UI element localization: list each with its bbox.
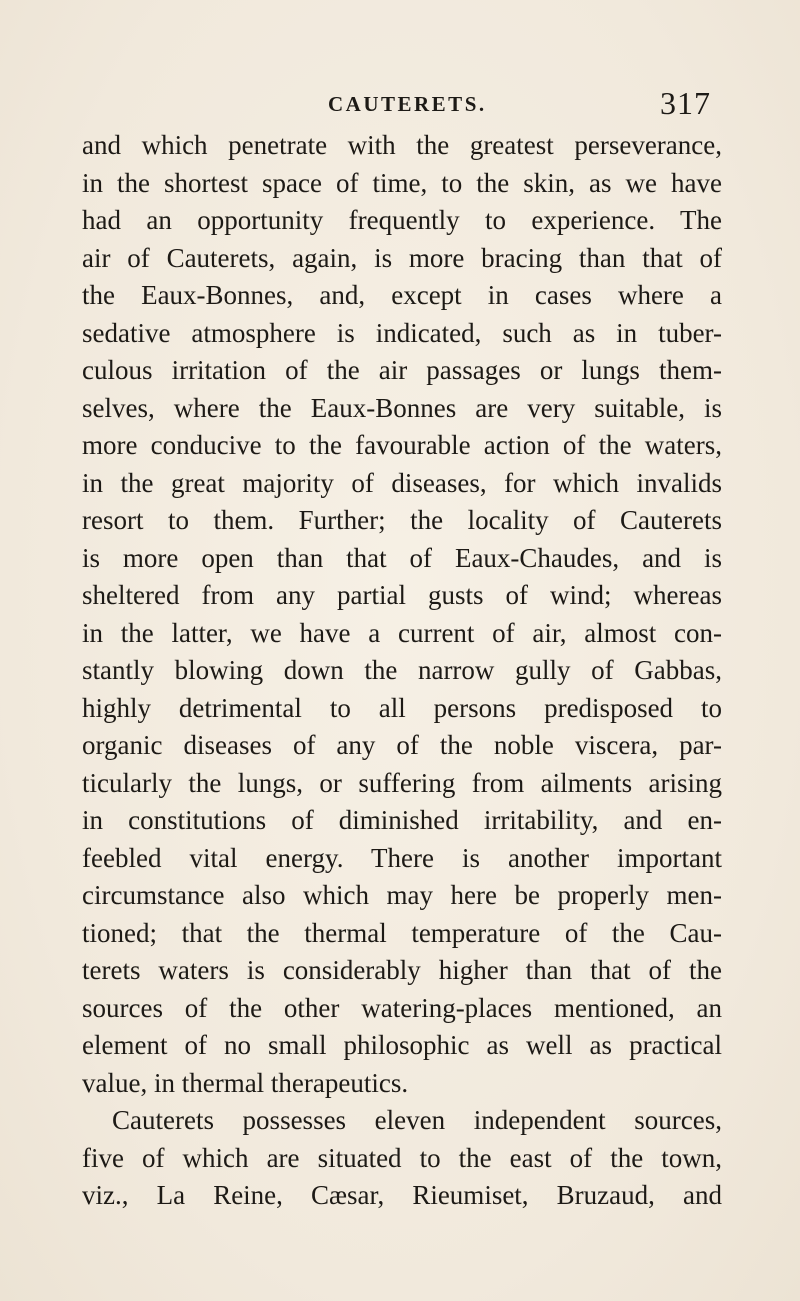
text-line: in the latter, we have a current of air, almost con- <box>82 617 722 648</box>
text-line: ticularly the lungs, or suffering from ailments arising <box>82 767 722 798</box>
text-line: air of Cauterets, again, is more bracing than that of <box>82 242 722 273</box>
text-line: five of which are situated to the east of the town, <box>82 1142 722 1173</box>
paragraph-2 <box>82 1102 722 1215</box>
text-line: in the shortest space of time, to the skin, as we have <box>82 167 722 198</box>
text-line: tioned; that the thermal temperature of the Cau- <box>82 917 722 948</box>
text-line: the Eaux-Bonnes, and, except in cases where a <box>82 280 722 310</box>
text-line: resort to them. Further; the locality of Cauterets <box>82 505 722 535</box>
text-line: selves, where the Eaux-Bonnes are very suitable, is <box>82 392 722 423</box>
body-text <box>82 127 722 1215</box>
text-line: element of no small philosophic as well as practical <box>82 1030 722 1060</box>
text-line: stantly blowing down the narrow gully of Gabbas, <box>82 655 722 685</box>
text-line: organic diseases of any of the noble viscera, par- <box>82 730 722 760</box>
text-line: feebled vital energy. There is another important <box>82 842 722 873</box>
text-line: in the great majority of diseases, for which invalids <box>82 467 722 498</box>
text-line: Cauterets possesses eleven independent sources, <box>112 1105 722 1135</box>
text-line: viz., La Reine, Cæsar, Rieumiset, Bruzaud, and <box>82 1180 722 1210</box>
text-line: highly detrimental to all persons predisposed to <box>82 692 722 723</box>
text-line: is more open than that of Eaux-Chaudes, and is <box>82 542 722 573</box>
text-line: had an opportunity frequently to experience. The <box>82 205 722 235</box>
text-line: circumstance also which may here be properly men- <box>82 880 722 910</box>
text-line: and which penetrate with the greatest perseverance, <box>82 130 722 160</box>
text-line: more conducive to the favourable action of the waters, <box>82 430 722 460</box>
text-line: sources of the other watering-places mentioned, an <box>82 992 722 1023</box>
running-head <box>0 85 800 130</box>
page-number: 317 <box>660 85 711 121</box>
running-head-title: CAUTERETS. <box>328 92 487 116</box>
paragraph-1 <box>82 127 722 1102</box>
text-line: culous irritation of the air passages or lungs them- <box>82 355 722 385</box>
text-line: in constitutions of diminished irritability, and en- <box>82 805 722 835</box>
text-line: sedative atmosphere is indicated, such as in tuber- <box>82 317 722 348</box>
text-line: sheltered from any partial gusts of wind; whereas <box>82 580 722 610</box>
text-line: terets waters is considerably higher than that of the <box>82 955 722 985</box>
text-line: value, in thermal therapeutics. <box>82 1067 409 1098</box>
